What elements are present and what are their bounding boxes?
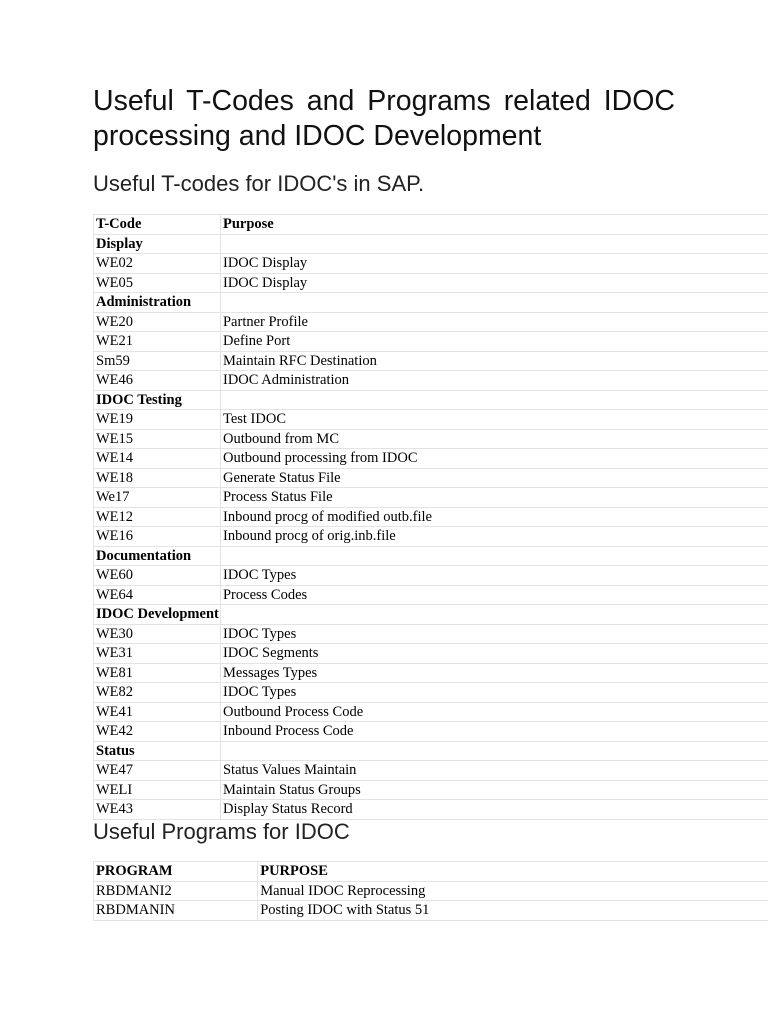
section-row — [94, 293, 768, 313]
table-row — [94, 663, 768, 683]
purpose-cell: IDOC Segments — [220, 644, 768, 664]
code-cell: WE82 — [94, 683, 221, 703]
code-cell: WE16 — [94, 527, 221, 547]
section-empty-cell — [220, 234, 768, 254]
code-cell: WE42 — [94, 722, 221, 742]
purpose-cell: Posting IDOC with Status 51 — [258, 901, 768, 921]
section-label: Status — [94, 741, 221, 761]
tcodes-table-body — [94, 215, 768, 820]
purpose-cell: Outbound from MC — [220, 429, 768, 449]
table-row — [94, 585, 768, 605]
section-row — [94, 390, 768, 410]
purpose-cell: Process Codes — [220, 585, 768, 605]
programs-table-body — [94, 862, 768, 921]
tcodes-header-row — [94, 215, 768, 235]
code-cell: WE02 — [94, 254, 221, 274]
section-label: Display — [94, 234, 221, 254]
code-cell: WE05 — [94, 273, 221, 293]
purpose-column-header: Purpose — [220, 215, 768, 235]
table-row — [94, 449, 768, 469]
code-cell: WE41 — [94, 702, 221, 722]
table-row — [94, 273, 768, 293]
section-label: Administration — [94, 293, 221, 313]
table-row — [94, 468, 768, 488]
section-label: IDOC Development — [94, 605, 221, 625]
code-cell: WE43 — [94, 800, 221, 820]
code-cell: WE15 — [94, 429, 221, 449]
table-row — [94, 488, 768, 508]
section-empty-cell — [220, 546, 768, 566]
code-cell: WE21 — [94, 332, 221, 352]
section-label: IDOC Testing — [94, 390, 221, 410]
purpose-cell: Generate Status File — [220, 468, 768, 488]
table-row — [94, 254, 768, 274]
purpose-cell: IDOC Types — [220, 683, 768, 703]
purpose-cell: Outbound Process Code — [220, 702, 768, 722]
section-label: Documentation — [94, 546, 221, 566]
purpose-cell: IDOC Display — [220, 254, 768, 274]
programs-table — [93, 861, 768, 921]
code-cell: WE46 — [94, 371, 221, 391]
program-purpose-column-header: PURPOSE — [258, 862, 768, 882]
code-cell: WE12 — [94, 507, 221, 527]
purpose-cell: IDOC Types — [220, 624, 768, 644]
code-cell: WE60 — [94, 566, 221, 586]
purpose-cell: Outbound processing from IDOC — [220, 449, 768, 469]
code-cell: WE64 — [94, 585, 221, 605]
table-row — [94, 702, 768, 722]
purpose-cell: Test IDOC — [220, 410, 768, 430]
section-row — [94, 546, 768, 566]
programs-header-row — [94, 862, 768, 882]
code-cell: WE14 — [94, 449, 221, 469]
table-row — [94, 410, 768, 430]
table-row — [94, 624, 768, 644]
table-row — [94, 527, 768, 547]
table-row — [94, 761, 768, 781]
table-row — [94, 644, 768, 664]
purpose-cell: Process Status File — [220, 488, 768, 508]
purpose-cell: Partner Profile — [220, 312, 768, 332]
program-column-header: PROGRAM — [94, 862, 258, 882]
code-cell: WE31 — [94, 644, 221, 664]
code-cell: RBDMANI2 — [94, 881, 258, 901]
purpose-cell: Manual IDOC Reprocessing — [258, 881, 768, 901]
section-empty-cell — [220, 605, 768, 625]
table-row — [94, 780, 768, 800]
table-row — [94, 507, 768, 527]
code-cell: WE81 — [94, 663, 221, 683]
page-title: Useful T-Codes and Programs related IDOC processing and IDOC Development — [93, 85, 675, 152]
table-row — [94, 901, 768, 921]
purpose-cell: Define Port — [220, 332, 768, 352]
code-cell: WE19 — [94, 410, 221, 430]
purpose-cell: Inbound procg of orig.inb.file — [220, 527, 768, 547]
code-cell: WE20 — [94, 312, 221, 332]
section-row — [94, 234, 768, 254]
purpose-cell: Maintain Status Groups — [220, 780, 768, 800]
purpose-cell: Inbound procg of modified outb.file — [220, 507, 768, 527]
table-row — [94, 429, 768, 449]
code-cell: RBDMANIN — [94, 901, 258, 921]
tcode-column-header: T-Code — [94, 215, 221, 235]
tcodes-table — [93, 214, 768, 820]
table-row — [94, 566, 768, 586]
table-row — [94, 351, 768, 371]
table-row — [94, 312, 768, 332]
section-empty-cell — [220, 293, 768, 313]
purpose-cell: IDOC Administration — [220, 371, 768, 391]
purpose-cell: Maintain RFC Destination — [220, 351, 768, 371]
table-row — [94, 332, 768, 352]
code-cell: Sm59 — [94, 351, 221, 371]
code-cell: WELI — [94, 780, 221, 800]
code-cell: WE47 — [94, 761, 221, 781]
section-row — [94, 605, 768, 625]
section-row — [94, 741, 768, 761]
section-empty-cell — [220, 741, 768, 761]
section-empty-cell — [220, 390, 768, 410]
tcodes-heading: Useful T-codes for IDOC's in SAP. — [93, 171, 425, 196]
code-cell: WE18 — [94, 468, 221, 488]
purpose-cell: Messages Types — [220, 663, 768, 683]
purpose-cell: IDOC Types — [220, 566, 768, 586]
purpose-cell: Inbound Process Code — [220, 722, 768, 742]
purpose-cell: IDOC Display — [220, 273, 768, 293]
purpose-cell: Status Values Maintain — [220, 761, 768, 781]
code-cell: We17 — [94, 488, 221, 508]
table-row — [94, 371, 768, 391]
code-cell: WE30 — [94, 624, 221, 644]
table-row — [94, 800, 768, 820]
table-row — [94, 881, 768, 901]
table-row — [94, 683, 768, 703]
programs-heading: Useful Programs for IDOC — [93, 819, 350, 844]
purpose-cell: Display Status Record — [220, 800, 768, 820]
table-row — [94, 722, 768, 742]
